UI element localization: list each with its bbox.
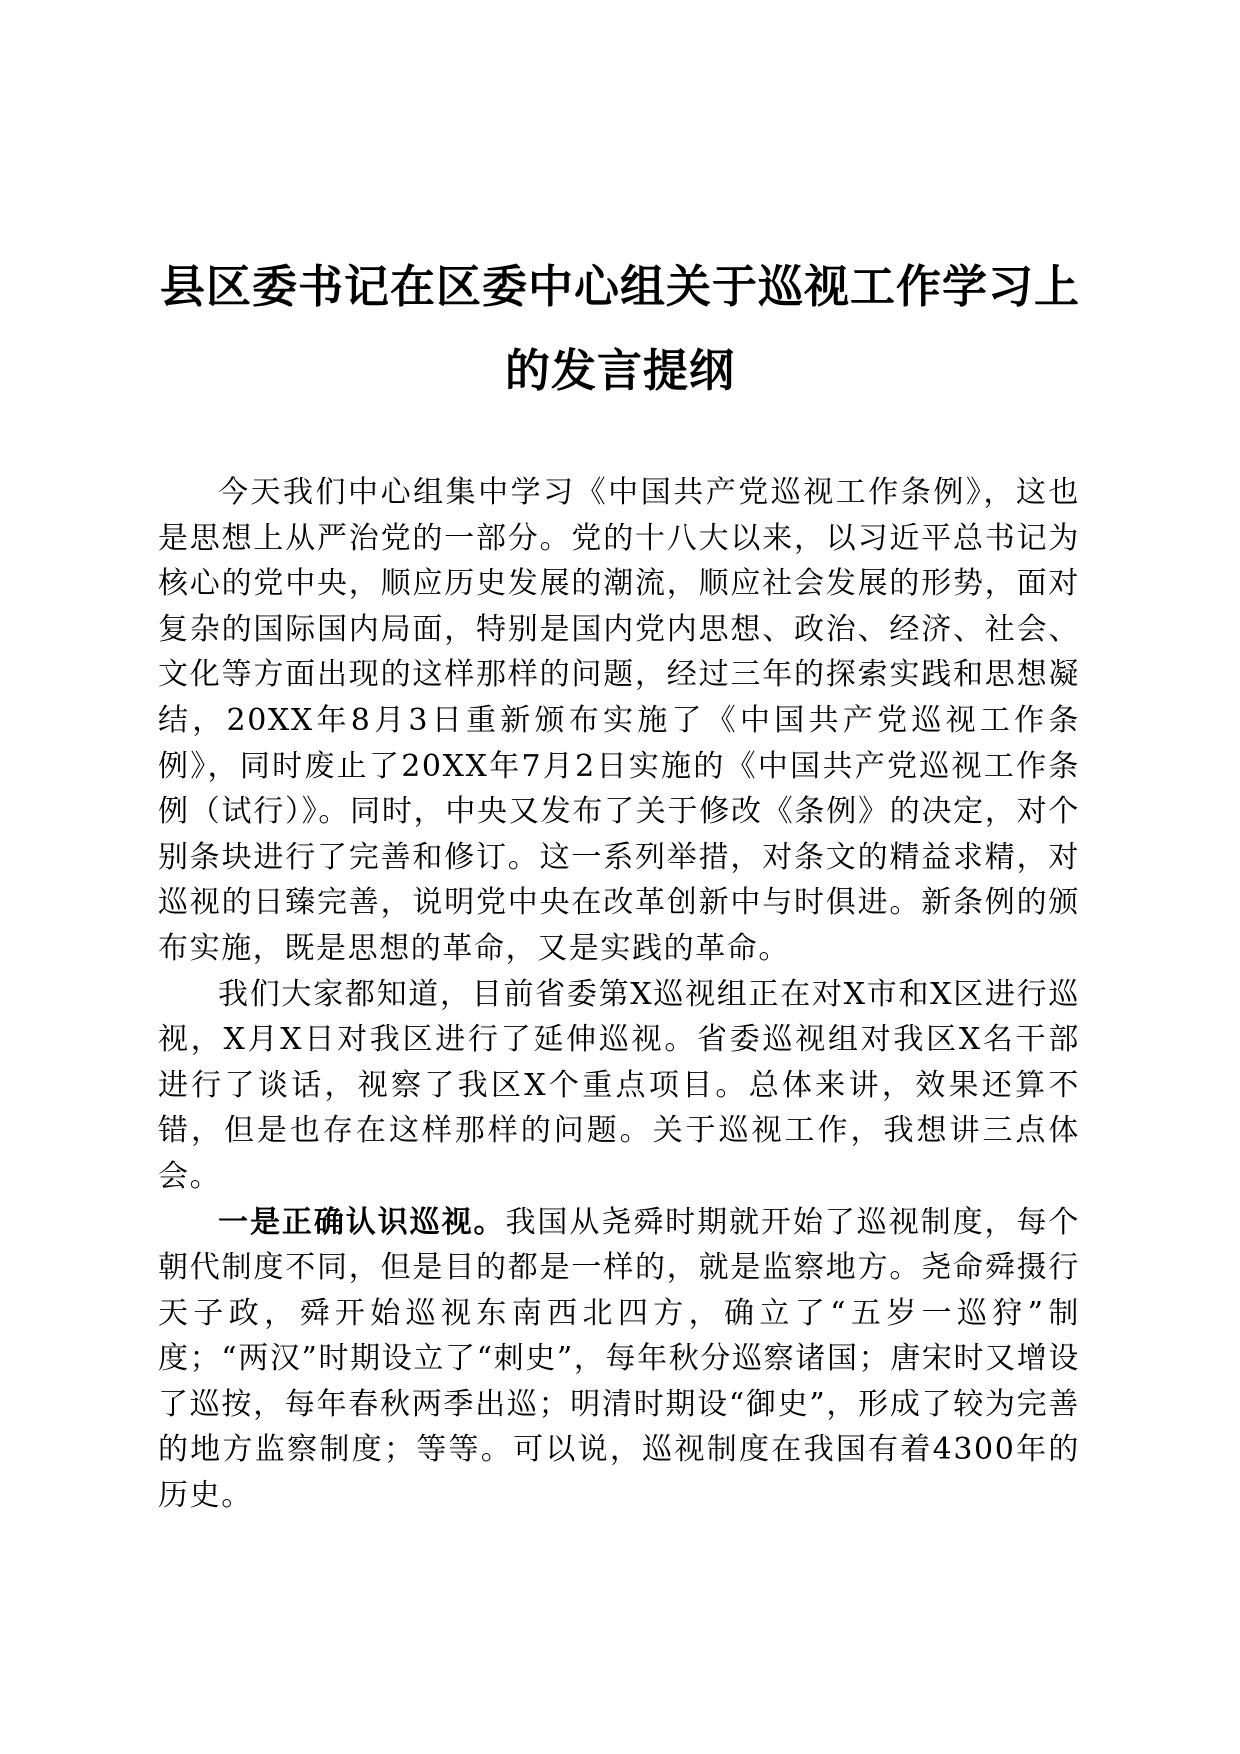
title-line-2: 的发言提纲 bbox=[504, 344, 735, 397]
document-title bbox=[155, 245, 1085, 413]
paragraph-3-text: 我国从尧舜时期就开始了巡视制度，每个朝代制度不同，但是目的都是一样的，就是监察地方。尧命舜摄行天子政，舜开始巡视东南西北四方，确立了“五岁一巡狩”制度；“两汉”时期设立了“刺史”，每年秋分巡察诸国；唐宋时又增设了巡按，每年春秋两季出巡；明清时期设“御史”，形成了较为完善的地方监察制度；等等。可以说，巡视制度在我国有着4300年的历史。 bbox=[158, 1204, 1080, 1514]
paragraph-1-text: 今天我们中心组集中学习《中国共产党巡视工作条例》，这也是思想上从严治党的一部分。党的十八大以来，以习近平总书记为核心的党中央，顺应历史发展的潮流，顺应社会发展的形势，面对复杂的国际国内局面，特别是国内党内思想、政治、经济、社会、文化等方面出现的这样那样的问题，经过三年的探索实践和思想凝结，20XX年8月3日重新颁布实施了《中国共产党巡视工作条例》，同时废止了20XX年7月2日实施的《中国共产党巡视工作条例（试行）》。同时，中央又发布了关于修改《条例》的决定，对个别条块进行了完善和修订。这一系列举措，对条文的精益求精，对巡视的日臻完善，说明党中央在改革创新中与时俱进。新条例的颁布实施，既是思想的革命，又是实践的革命。 bbox=[158, 475, 1080, 966]
paragraph-3-lead-heading: 一是正确认识巡视。 bbox=[218, 1204, 506, 1240]
paragraph-2-text: 我们大家都知道，目前省委第X巡视组正在对X市和X区进行巡视，X月X日对我区进行了延伸巡视。省委巡视组对我区X名干部进行了谈话，视察了我区X个重点项目。总体来讲，效果还算不错，但是也存在这样那样的问题。关于巡视工作，我想讲三点体会。 bbox=[158, 976, 1080, 1194]
document-body bbox=[158, 470, 1080, 1519]
title-line-1: 县区委书记在区委中心组关于巡视工作学习上 bbox=[159, 260, 1080, 313]
paragraph-1 bbox=[158, 470, 1080, 972]
paragraph-2 bbox=[158, 972, 1080, 1200]
paragraph-3 bbox=[158, 1200, 1080, 1519]
